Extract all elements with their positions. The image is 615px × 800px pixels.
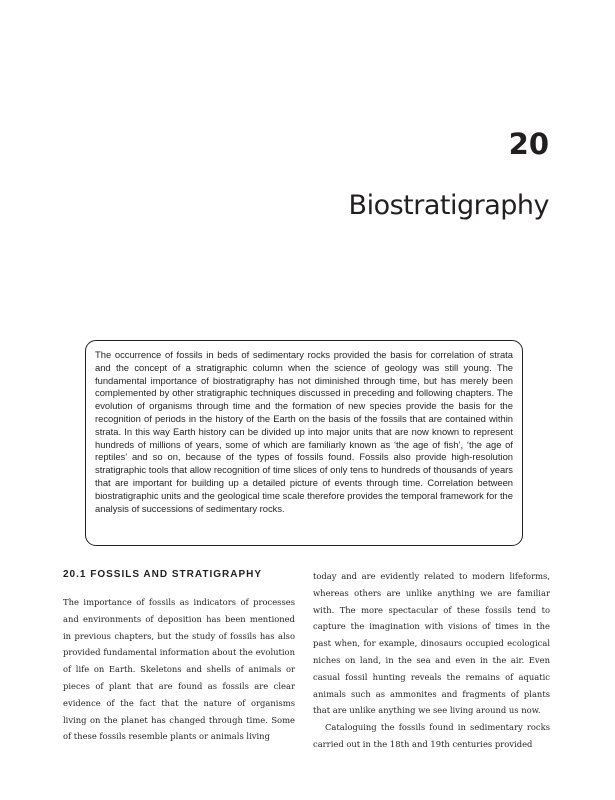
body-paragraph: The importance of fossils as indicators of processes and environments of deposition has been mentioned in previous chapters, but the study of fossils has also provided fundamental information about the evolution of life on Earth. Skeletons and shells of animals or pieces of plant that are found as fossils are clear evidence of the fact that the nature of organisms living on the planet has changed through time. Some of these fossils resemble plants or animals living bbox=[63, 597, 295, 742]
body-paragraph: Cataloguing the fossils found in sedimentary rocks carried out in the 18th and 19th centuries provided bbox=[313, 722, 550, 749]
chapter-abstract-box bbox=[85, 340, 523, 546]
left-column bbox=[63, 594, 295, 745]
body-paragraph: today and are evidently related to modern lifeforms, whereas others are unlike anything we are familiar with. The more spectacular of these fossils tend to capture the imagination with visions of times in the past when, for example, dinosaurs occupied ecological niches on land, in the sea and even in the air. Even casual fossil hunting reveals the remains of aquatic animals such as ammonites and fragments of plants that are unlike anything we see living around us now. bbox=[313, 571, 550, 716]
chapter-title: Biostratigraphy bbox=[348, 190, 549, 221]
section-heading: 20.1 FOSSILS AND STRATIGRAPHY bbox=[63, 569, 263, 580]
right-column bbox=[313, 568, 550, 753]
chapter-number: 20 bbox=[508, 127, 549, 161]
chapter-abstract-text: The occurrence of fossils in beds of sedimentary rocks provided the basis for correlation of strata and the concept of a stratigraphic column when the science of geology was still young. The fundamental importance of biostratigraphy has not diminished through time, but has merely been complemented by other stratigraphic techniques discussed in preceding and following chapters. The evolution of organisms through time and the formation of new species provide the basis for the recognition of periods in the history of the Earth on the basis of the fossils that are contained within strata. In this way Earth history can be divided up into major units that are now known to represent hundreds of millions of years, some of which are familiarly known as ‘the age of fish’, ‘the age of reptiles’ and so on, because of the types of fossils found. Fossils also provide high-resolution stratigraphic tools that allow recognition of time slices of only tens to hundreds of thousands of years that are important for building up a detailed picture of events through time. Correlation between biostratigraphic units and the geological time scale therefore provides the temporal framework for the analysis of successions of sedimentary rocks. bbox=[95, 349, 513, 514]
